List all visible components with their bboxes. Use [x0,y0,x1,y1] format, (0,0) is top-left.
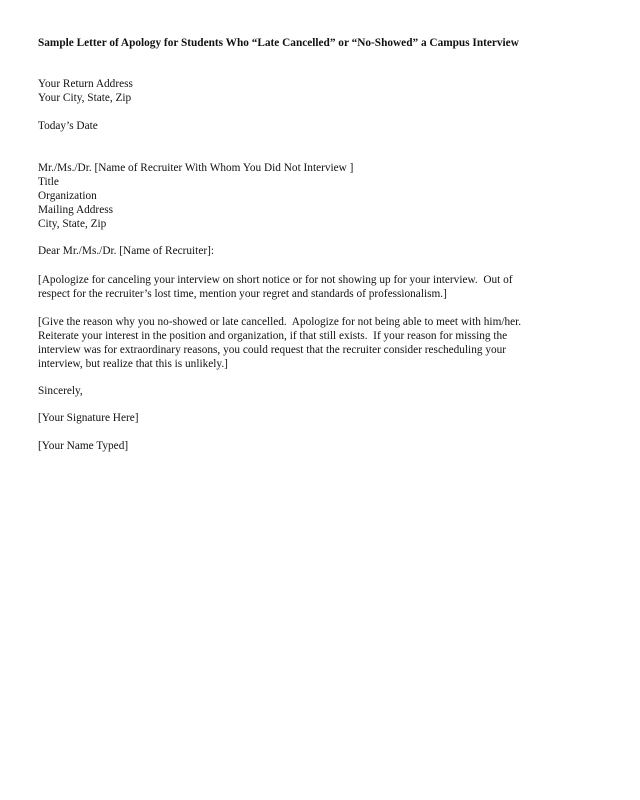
return-city-line: Your City, State, Zip [38,91,132,104]
recipient-title-line: Title [38,175,59,188]
return-address-line: Your Return Address [38,78,133,90]
paragraph-1 [38,274,598,302]
recipient-mailing-address-line: Mailing Address [38,203,113,216]
paragraph-2 [38,316,598,372]
date-block [38,120,598,134]
paragraph-2-line: [Give the reason why you no-showed or late cancelled. Apologize for not being able to meet with him/her. [38,316,522,328]
salutation: Dear Mr./Ms./Dr. [Name of Recruiter]: [38,245,214,257]
recipient-name-line: Mr./Ms./Dr. [Name of Recruiter With Whom You Did Not Interview ] [38,162,354,174]
paragraph-2-line: interview, but realize that this is unlikely.] [38,357,228,370]
paragraph-1-line: [Apologize for canceling your interview on short notice or for not showing up for your interview. Out of [38,274,513,286]
paragraph-2-line: Reiterate your interest in the position and organization, if that still exists. If your reason for missing the [38,329,508,342]
letter-date: Today’s Date [38,120,98,132]
typed-name-block [38,440,598,454]
letter-title: Sample Letter of Apology for Students Who “Late Cancelled” or “No-Showed” a Campus Interview [38,37,519,49]
paragraph-2-line: interview was for extraordinary reasons, you could request that the recruiter consider rescheduling your [38,343,507,356]
recipient-city-line: City, State, Zip [38,217,107,230]
typed-name-placeholder: [Your Name Typed] [38,440,129,452]
closing: Sincerely, [38,385,83,397]
closing-block [38,385,598,399]
return-address-block [38,78,598,106]
recipient-block [38,162,598,232]
recipient-organization-line: Organization [38,189,97,202]
signature-block [38,412,598,426]
paragraph-1-line: respect for the recruiter’s lost time, mention your regret and standards of professionalism.] [38,287,447,300]
salutation-block [38,245,598,259]
signature-placeholder: [Your Signature Here] [38,412,139,424]
